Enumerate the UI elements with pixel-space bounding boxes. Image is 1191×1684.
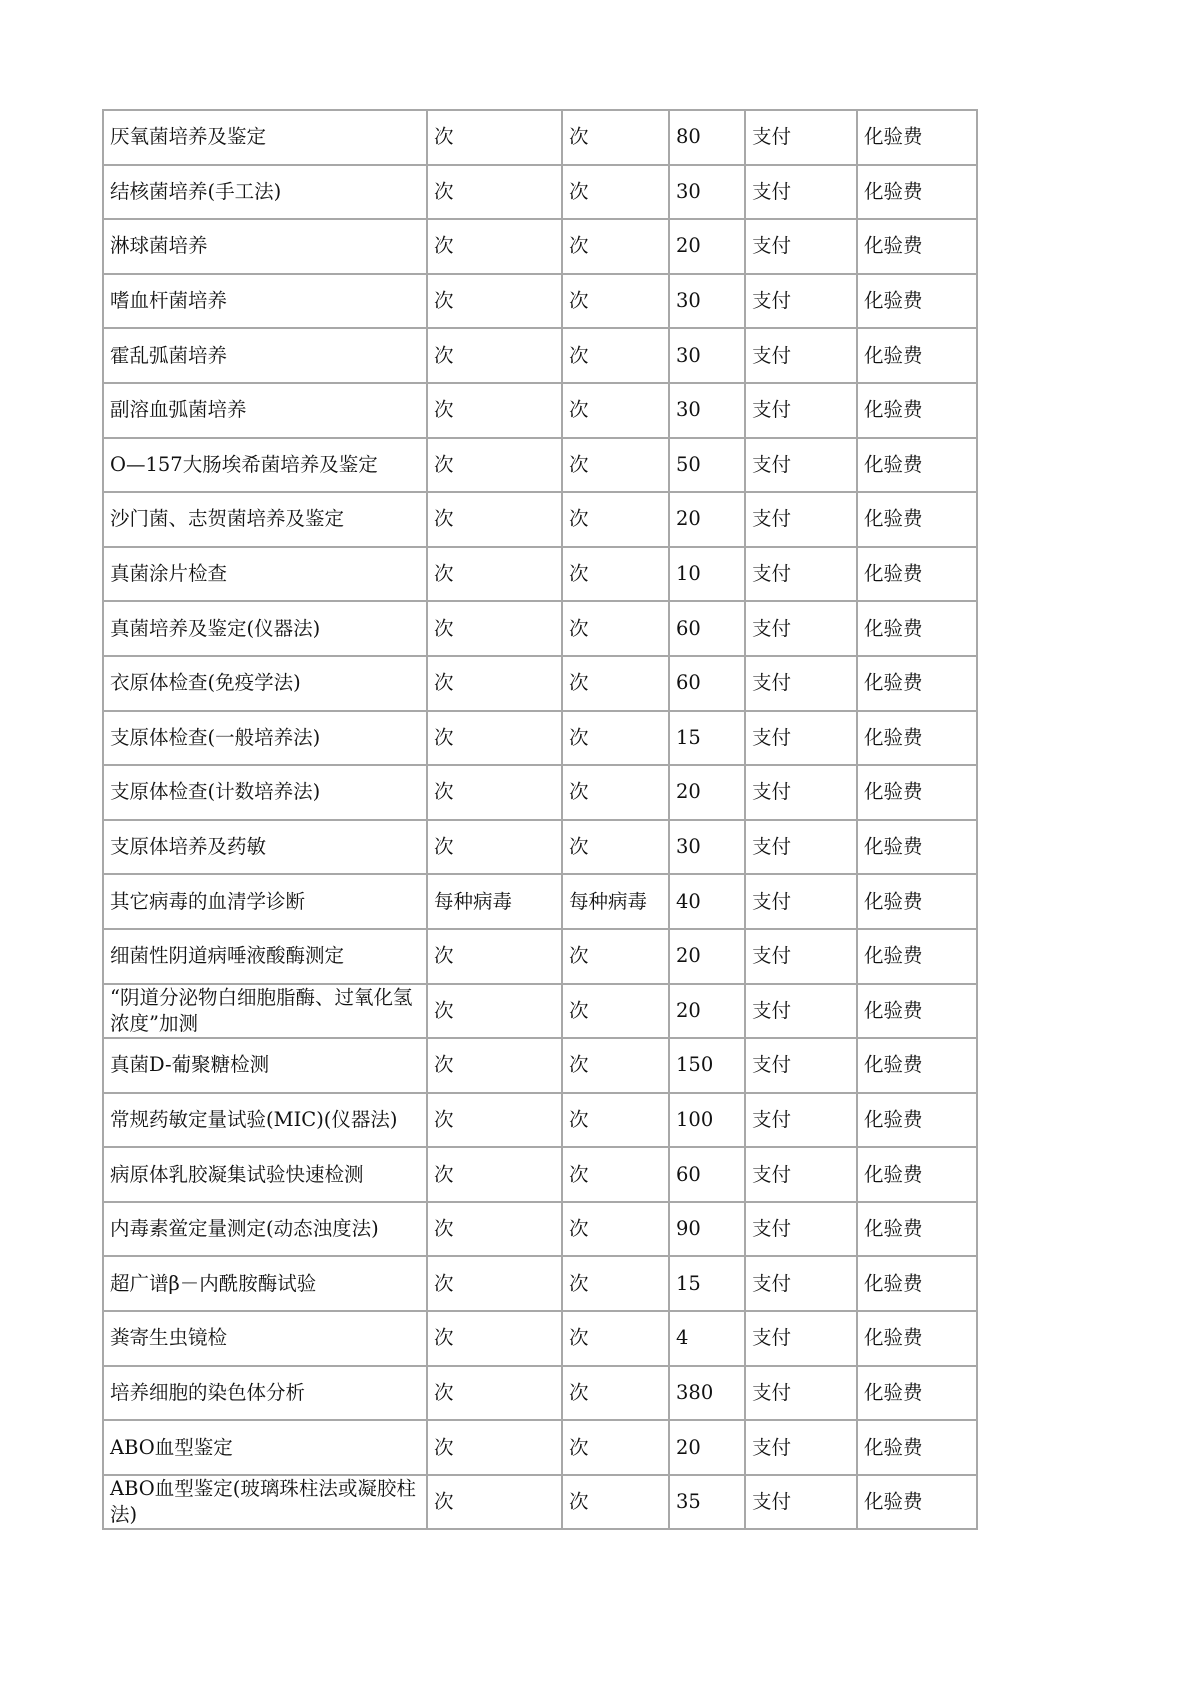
table-row [103,274,977,329]
billing-unit-cell: 次 [562,547,669,602]
item-name-cell: 结核菌培养(手工法) [103,165,427,220]
table-row [103,328,977,383]
table-row [103,110,977,165]
billing-unit-cell: 每种病毒 [562,874,669,929]
price-cell: 20 [669,1420,745,1475]
category-cell: 化验费 [857,601,977,656]
price-cell: 15 [669,711,745,766]
payment-cell: 支付 [745,110,857,165]
item-name-cell: 衣原体检查(免疫学法) [103,656,427,711]
price-cell: 60 [669,601,745,656]
payment-cell: 支付 [745,765,857,820]
billing-unit-cell: 次 [562,328,669,383]
billing-unit-cell: 次 [562,110,669,165]
billing-unit-cell: 次 [562,219,669,274]
category-cell: 化验费 [857,219,977,274]
price-cell: 20 [669,492,745,547]
payment-cell: 支付 [745,1256,857,1311]
table-row [103,219,977,274]
item-name-cell: 超广谱β－内酰胺酶试验 [103,1256,427,1311]
item-name-cell: 常规药敏定量试验(MIC)(仪器法) [103,1093,427,1148]
unit-cell: 每种病毒 [427,874,562,929]
fee-table [102,109,978,1530]
category-cell: 化验费 [857,1366,977,1421]
category-cell: 化验费 [857,110,977,165]
payment-cell: 支付 [745,1093,857,1148]
payment-cell: 支付 [745,601,857,656]
unit-cell: 次 [427,1093,562,1148]
billing-unit-cell: 次 [562,1093,669,1148]
table-row [103,1093,977,1148]
payment-cell: 支付 [745,438,857,493]
price-cell: 40 [669,874,745,929]
price-cell: 380 [669,1366,745,1421]
billing-unit-cell: 次 [562,765,669,820]
item-name-cell: “阴道分泌物白细胞脂酶、过氧化氢浓度”加测 [103,984,427,1039]
unit-cell: 次 [427,1038,562,1093]
price-cell: 60 [669,1147,745,1202]
table-row [103,765,977,820]
category-cell: 化验费 [857,711,977,766]
unit-cell: 次 [427,765,562,820]
category-cell: 化验费 [857,165,977,220]
table-row [103,438,977,493]
price-cell: 15 [669,1256,745,1311]
unit-cell: 次 [427,1147,562,1202]
item-name-cell: ABO血型鉴定(玻璃珠柱法或凝胶柱法) [103,1475,427,1530]
billing-unit-cell: 次 [562,1202,669,1257]
category-cell: 化验费 [857,820,977,875]
billing-unit-cell: 次 [562,929,669,984]
item-name-cell: 嗜血杆菌培养 [103,274,427,329]
item-name-cell: 支原体检查(一般培养法) [103,711,427,766]
category-cell: 化验费 [857,765,977,820]
price-cell: 4 [669,1311,745,1366]
payment-cell: 支付 [745,1420,857,1475]
price-cell: 20 [669,765,745,820]
billing-unit-cell: 次 [562,820,669,875]
category-cell: 化验费 [857,1093,977,1148]
price-cell: 20 [669,219,745,274]
payment-cell: 支付 [745,820,857,875]
item-name-cell: 真菌D-葡聚糖检测 [103,1038,427,1093]
unit-cell: 次 [427,383,562,438]
unit-cell: 次 [427,274,562,329]
table-row [103,1202,977,1257]
billing-unit-cell: 次 [562,656,669,711]
category-cell: 化验费 [857,383,977,438]
fee-table-body [103,110,977,1529]
price-cell: 30 [669,328,745,383]
unit-cell: 次 [427,1366,562,1421]
payment-cell: 支付 [745,656,857,711]
category-cell: 化验费 [857,1420,977,1475]
table-row [103,1475,977,1530]
unit-cell: 次 [427,219,562,274]
unit-cell: 次 [427,1256,562,1311]
billing-unit-cell: 次 [562,1038,669,1093]
payment-cell: 支付 [745,1202,857,1257]
table-row [103,165,977,220]
item-name-cell: 沙门菌、志贺菌培养及鉴定 [103,492,427,547]
payment-cell: 支付 [745,1475,857,1530]
unit-cell: 次 [427,110,562,165]
billing-unit-cell: 次 [562,1311,669,1366]
table-row [103,1420,977,1475]
item-name-cell: 淋球菌培养 [103,219,427,274]
payment-cell: 支付 [745,1147,857,1202]
unit-cell: 次 [427,438,562,493]
category-cell: 化验费 [857,1311,977,1366]
billing-unit-cell: 次 [562,601,669,656]
item-name-cell: ABO血型鉴定 [103,1420,427,1475]
category-cell: 化验费 [857,1038,977,1093]
table-row [103,1038,977,1093]
price-cell: 90 [669,1202,745,1257]
billing-unit-cell: 次 [562,711,669,766]
category-cell: 化验费 [857,1256,977,1311]
table-row [103,656,977,711]
price-cell: 30 [669,820,745,875]
table-row [103,547,977,602]
payment-cell: 支付 [745,383,857,438]
unit-cell: 次 [427,328,562,383]
billing-unit-cell: 次 [562,1366,669,1421]
unit-cell: 次 [427,165,562,220]
payment-cell: 支付 [745,874,857,929]
price-cell: 80 [669,110,745,165]
price-cell: 50 [669,438,745,493]
table-row [103,1147,977,1202]
category-cell: 化验费 [857,929,977,984]
table-row [103,711,977,766]
category-cell: 化验费 [857,328,977,383]
price-cell: 30 [669,274,745,329]
category-cell: 化验费 [857,656,977,711]
unit-cell: 次 [427,656,562,711]
item-name-cell: 病原体乳胶凝集试验快速检测 [103,1147,427,1202]
item-name-cell: 支原体检查(计数培养法) [103,765,427,820]
payment-cell: 支付 [745,328,857,383]
unit-cell: 次 [427,820,562,875]
payment-cell: 支付 [745,219,857,274]
unit-cell: 次 [427,1420,562,1475]
item-name-cell: 粪寄生虫镜检 [103,1311,427,1366]
payment-cell: 支付 [745,711,857,766]
table-row [103,1366,977,1421]
item-name-cell: 其它病毒的血清学诊断 [103,874,427,929]
price-cell: 100 [669,1093,745,1148]
billing-unit-cell: 次 [562,1256,669,1311]
billing-unit-cell: 次 [562,165,669,220]
payment-cell: 支付 [745,984,857,1039]
unit-cell: 次 [427,984,562,1039]
payment-cell: 支付 [745,274,857,329]
table-row [103,984,977,1039]
payment-cell: 支付 [745,165,857,220]
table-row [103,820,977,875]
payment-cell: 支付 [745,929,857,984]
price-cell: 30 [669,165,745,220]
billing-unit-cell: 次 [562,1147,669,1202]
payment-cell: 支付 [745,1366,857,1421]
category-cell: 化验费 [857,274,977,329]
price-cell: 20 [669,984,745,1039]
payment-cell: 支付 [745,1038,857,1093]
billing-unit-cell: 次 [562,492,669,547]
price-cell: 20 [669,929,745,984]
table-row [103,601,977,656]
item-name-cell: 支原体培养及药敏 [103,820,427,875]
unit-cell: 次 [427,929,562,984]
category-cell: 化验费 [857,1147,977,1202]
price-cell: 30 [669,383,745,438]
price-cell: 35 [669,1475,745,1530]
category-cell: 化验费 [857,874,977,929]
billing-unit-cell: 次 [562,383,669,438]
price-cell: 150 [669,1038,745,1093]
item-name-cell: 培养细胞的染色体分析 [103,1366,427,1421]
item-name-cell: 真菌涂片检查 [103,547,427,602]
table-row [103,1256,977,1311]
unit-cell: 次 [427,601,562,656]
billing-unit-cell: 次 [562,1420,669,1475]
unit-cell: 次 [427,1311,562,1366]
table-row [103,492,977,547]
category-cell: 化验费 [857,547,977,602]
category-cell: 化验费 [857,1202,977,1257]
billing-unit-cell: 次 [562,438,669,493]
unit-cell: 次 [427,547,562,602]
unit-cell: 次 [427,492,562,547]
price-cell: 10 [669,547,745,602]
category-cell: 化验费 [857,438,977,493]
item-name-cell: 细菌性阴道病唾液酸酶测定 [103,929,427,984]
unit-cell: 次 [427,1202,562,1257]
price-cell: 60 [669,656,745,711]
table-row [103,383,977,438]
table-row [103,1311,977,1366]
item-name-cell: 内毒素鲎定量测定(动态浊度法) [103,1202,427,1257]
billing-unit-cell: 次 [562,984,669,1039]
unit-cell: 次 [427,711,562,766]
billing-unit-cell: 次 [562,274,669,329]
unit-cell: 次 [427,1475,562,1530]
category-cell: 化验费 [857,1475,977,1530]
payment-cell: 支付 [745,1311,857,1366]
item-name-cell: 霍乱弧菌培养 [103,328,427,383]
item-name-cell: 厌氧菌培养及鉴定 [103,110,427,165]
item-name-cell: 副溶血弧菌培养 [103,383,427,438]
payment-cell: 支付 [745,547,857,602]
item-name-cell: O—157大肠埃希菌培养及鉴定 [103,438,427,493]
item-name-cell: 真菌培养及鉴定(仪器法) [103,601,427,656]
billing-unit-cell: 次 [562,1475,669,1530]
category-cell: 化验费 [857,492,977,547]
payment-cell: 支付 [745,492,857,547]
table-row [103,929,977,984]
table-row [103,874,977,929]
category-cell: 化验费 [857,984,977,1039]
